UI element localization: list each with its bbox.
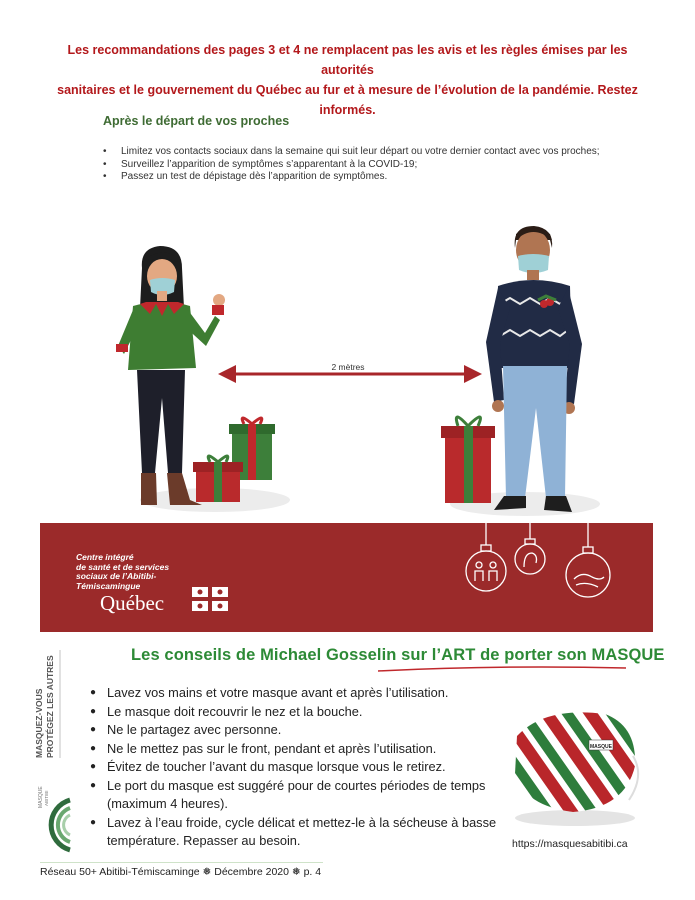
advice-list bbox=[103, 146, 600, 184]
distance-label: 2 mètres bbox=[331, 362, 365, 372]
footer-divider bbox=[40, 862, 323, 863]
tip-item: ● Lavez à l’eau froide, cycle délicat et mettez-le à la sécheuse à basse température. Repasser au besoin. bbox=[90, 814, 510, 850]
sidebar-small-1: MASQUE bbox=[38, 786, 44, 808]
org-line: sociaux de l’Abitibi- bbox=[76, 571, 157, 581]
gift-boxes-left bbox=[193, 418, 275, 502]
advice-item: • Limitez vos contacts sociaux dans la semaine qui suit leur départ ou votre dernier contact avec vos proches; bbox=[103, 146, 600, 159]
man-figure bbox=[486, 226, 582, 512]
tip-item: ● Le masque doit recouvrir le nez et la bouche. bbox=[90, 703, 510, 721]
tip-item: ● Ne le mettez pas sur le front, pendant et après l’utilisation. bbox=[90, 740, 510, 758]
masquez-vous-sidebar bbox=[28, 640, 80, 808]
ornament-cough-icon bbox=[515, 544, 545, 574]
quebec-wordmark: Québec bbox=[100, 591, 165, 615]
tip-item: ● Ne le partagez avec personne. bbox=[90, 721, 510, 739]
gift-box-right bbox=[441, 417, 495, 503]
warning-line-1: Les recommandations des pages 3 et 4 ne remplacent pas les avis et les règles émises par les autorités bbox=[67, 43, 628, 77]
warning-notice bbox=[40, 40, 655, 120]
striped-mask-photo bbox=[505, 696, 645, 831]
website-link[interactable]: https://masquesabitibi.ca bbox=[512, 838, 628, 850]
page-footer: Réseau 50+ Abitibi-Témiscaminge ❅ Décembre 2020 ❅ p. 4 bbox=[40, 866, 322, 878]
org-line: de santé et de services bbox=[76, 561, 170, 572]
sidebar-small-2: ABITIBI bbox=[44, 790, 49, 806]
mask-tag-label: MASQUE bbox=[590, 744, 612, 750]
sidebar-line-1: MASQUEZ-VOUS bbox=[34, 688, 44, 758]
tip-item: ● Évitez de toucher l’avant du masque lorsque vous le retirez. bbox=[90, 758, 510, 776]
distancing-illustration bbox=[0, 218, 695, 523]
tips-title: Les conseils de Michael Gosselin sur l’ART de porter son MASQUE bbox=[131, 646, 665, 664]
sidebar-line-2: PROTÉGEZ LES AUTRES bbox=[45, 655, 55, 758]
mask-tips-list bbox=[90, 684, 510, 850]
advice-item: • Surveillez l’apparition de symptômes s’apparentant à la COVID-19; bbox=[103, 159, 600, 172]
warning-line-2: sanitaires et le gouvernement du Québec au fur et à mesure de l’évolution de la pandémie. Restez informés. bbox=[57, 83, 638, 117]
fleurdelise-flag-icon bbox=[192, 587, 228, 611]
tip-item: ● Lavez vos mains et votre masque avant et après l’utilisation. bbox=[90, 684, 510, 702]
advice-item: • Passez un test de dépistage dès l’apparition de symptômes. bbox=[103, 171, 600, 184]
org-line: Témiscamingue bbox=[76, 580, 141, 591]
org-name bbox=[76, 553, 216, 591]
tip-item: ● Le port du masque est suggéré pour de courtes périodes de temps (maximum 4 heures). bbox=[90, 777, 510, 813]
ornament-icons bbox=[458, 523, 628, 632]
masque-abitibi-logo-icon bbox=[40, 795, 74, 855]
cisss-banner bbox=[40, 523, 653, 632]
ornament-distance-icon bbox=[466, 551, 506, 591]
org-line: Centre intégré bbox=[76, 552, 134, 562]
title-underline bbox=[378, 665, 628, 675]
section-title: Après le départ de vos proches bbox=[103, 114, 290, 128]
